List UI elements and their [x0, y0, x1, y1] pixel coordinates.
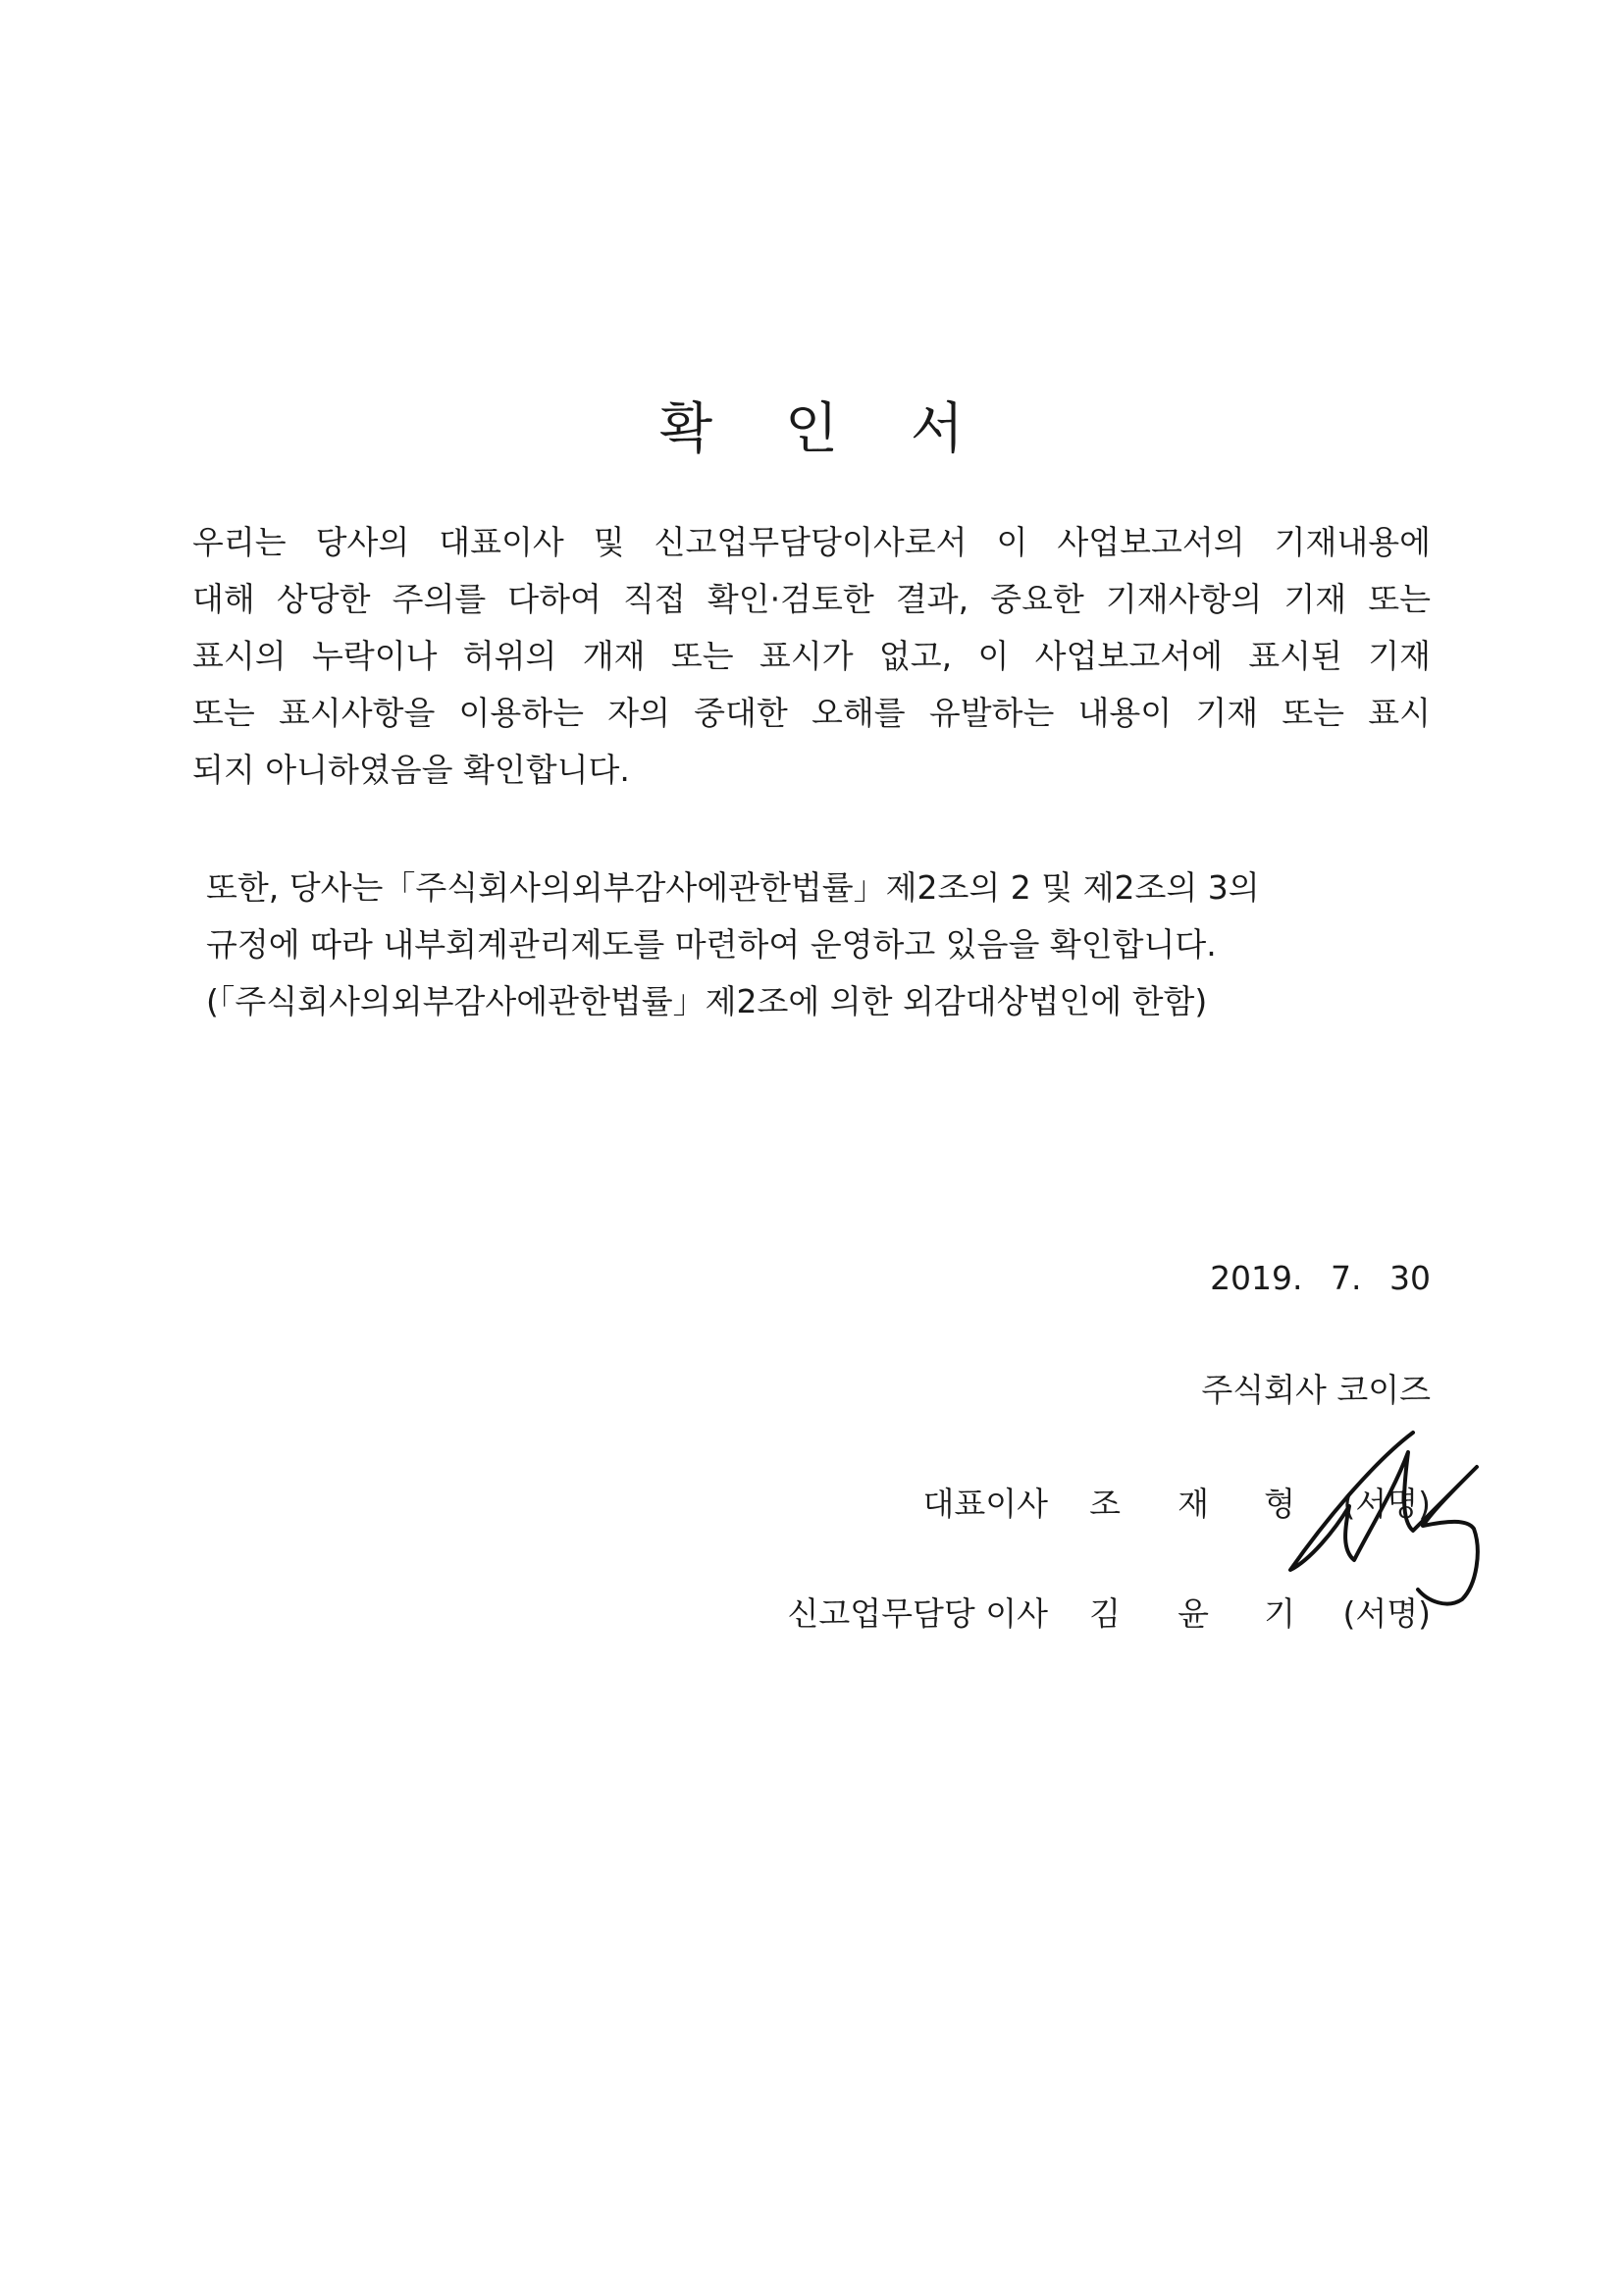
signer-role: 신고업무담당 이사: [787, 1594, 1048, 1633]
signer-name-char: 윤: [1178, 1594, 1209, 1633]
internal-control-paragraph: [206, 860, 1260, 1030]
company-name: 주식회사 코이즈: [1201, 1371, 1431, 1409]
signer-name-char: 기: [1264, 1594, 1295, 1633]
signer-name-char: 재: [1178, 1485, 1209, 1523]
signature-mark-label: (서명): [1342, 1485, 1431, 1523]
paragraph-line: (「주식회사의외부감사에관한법률」제2조에 의한 외감대상법인에 한함): [206, 982, 1208, 1020]
paragraph-line: 우리는 당사의 대표이사 및 신고업무담당이사로서 이 사업보고서의 기재내용에: [192, 523, 1431, 561]
document-date: 2019. 7. 30: [1210, 1259, 1431, 1297]
signature-mark-label: (서명): [1342, 1594, 1431, 1633]
signer-name-char: 조: [1089, 1485, 1121, 1523]
signer-role: 대표이사: [922, 1485, 1048, 1523]
signer-name-char: 김: [1089, 1594, 1121, 1633]
paragraph-line: 되지 아니하였음을 확인합니다.: [192, 751, 630, 789]
document-title: 확 인 서: [659, 397, 991, 461]
paragraph-line: 대해 상당한 주의를 다하여 직접 확인·검토한 결과, 중요한 기재사항의 기재 또는: [192, 580, 1431, 618]
handwritten-signature: [1266, 1413, 1492, 1619]
signer-name-char: 형: [1264, 1485, 1295, 1523]
paragraph-line: 또는 표시사항을 이용하는 자의 중대한 오해를 유발하는 내용이 기재 또는 표시: [192, 694, 1431, 732]
paragraph-line: 규정에 따라 내부회계관리제도를 마련하여 운영하고 있음을 확인합니다.: [206, 925, 1217, 964]
paragraph-line: 표시의 누락이나 허위의 개재 또는 표시가 없고, 이 사업보고서에 표시된 기재: [192, 637, 1431, 675]
confirmation-paragraph: [192, 514, 1431, 799]
paragraph-line: 또한, 당사는「주식회사의외부감사에관한법률」제2조의 2 및 제2조의 3의: [206, 868, 1260, 907]
